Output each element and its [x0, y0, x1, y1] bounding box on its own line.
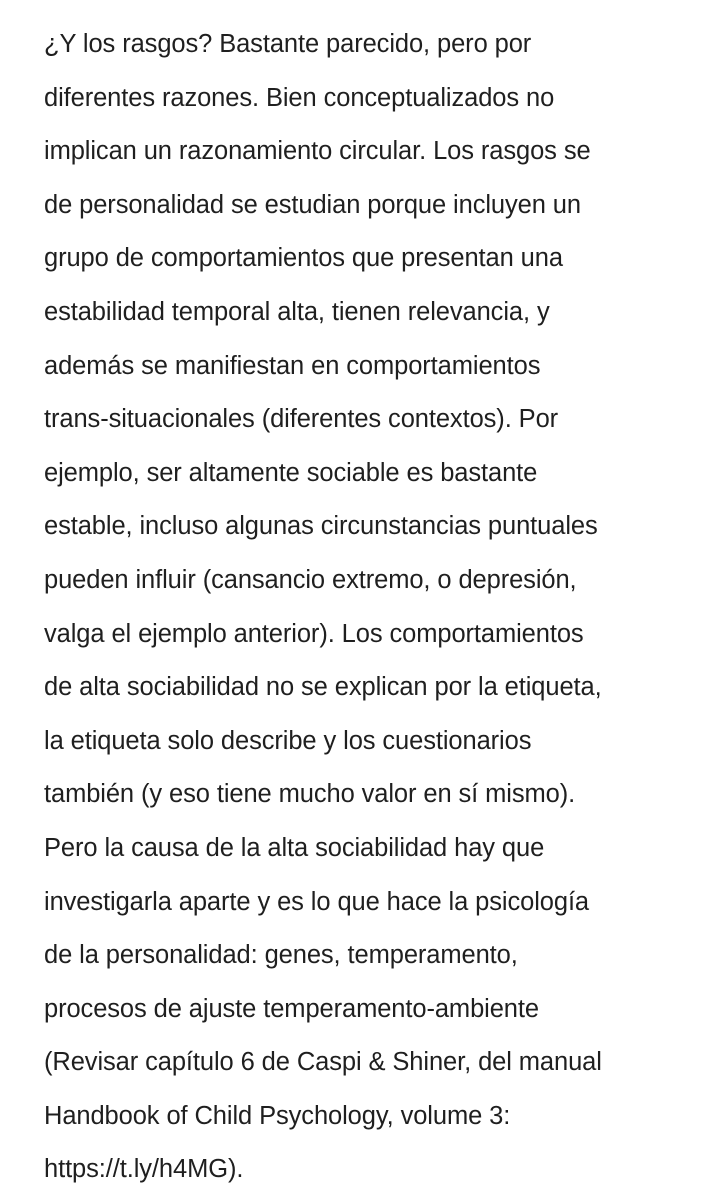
text-line: trans-situacionales (diferentes contextos). Por [44, 405, 559, 434]
text-line: grupo de comportamientos que presentan una [44, 244, 563, 273]
text-line: de alta sociabilidad no se explican por la etiqueta, [44, 673, 602, 702]
text-line: implican un razonamiento circular. Los rasgos se [44, 137, 591, 166]
text-line: investigarla aparte y es lo que hace la psicología [44, 887, 590, 916]
text-line: valga el ejemplo anterior). Los comportamientos [44, 619, 584, 648]
text-line: también (y eso tiene mucho valor en sí mismo). [44, 780, 576, 809]
text-line: Pero la causa de la alta sociabilidad hay que [44, 833, 545, 862]
text-line: Handbook of Child Psychology, volume 3: [44, 1101, 511, 1130]
text-line: ¿Y los rasgos? Bastante parecido, pero por [44, 30, 532, 58]
text-line: de la personalidad: genes, temperamento, [44, 941, 518, 970]
text-line: además se manifiestan en comportamientos [44, 351, 541, 380]
text-line: ejemplo, ser altamente sociable es bastante [44, 458, 538, 487]
text-line: la etiqueta solo describe y los cuestionarios [44, 726, 532, 755]
text-line: diferentes razones. Bien conceptualizados no [44, 83, 555, 112]
text-line: de personalidad se estudian porque incluyen un [44, 190, 581, 219]
text-line: estabilidad temporal alta, tienen relevancia, y [44, 297, 550, 326]
text-line: procesos de ajuste temperamento-ambiente [44, 994, 539, 1023]
text-line: pueden influir (cansancio extremo, o depresión, [44, 565, 577, 594]
text-line: estable, incluso algunas circunstancias puntuales [44, 512, 598, 541]
text-line: https://t.ly/h4MG). [44, 1155, 244, 1184]
body-paragraph [44, 18, 704, 1197]
text-line: (Revisar capítulo 6 de Caspi & Shiner, del manual [44, 1048, 602, 1077]
